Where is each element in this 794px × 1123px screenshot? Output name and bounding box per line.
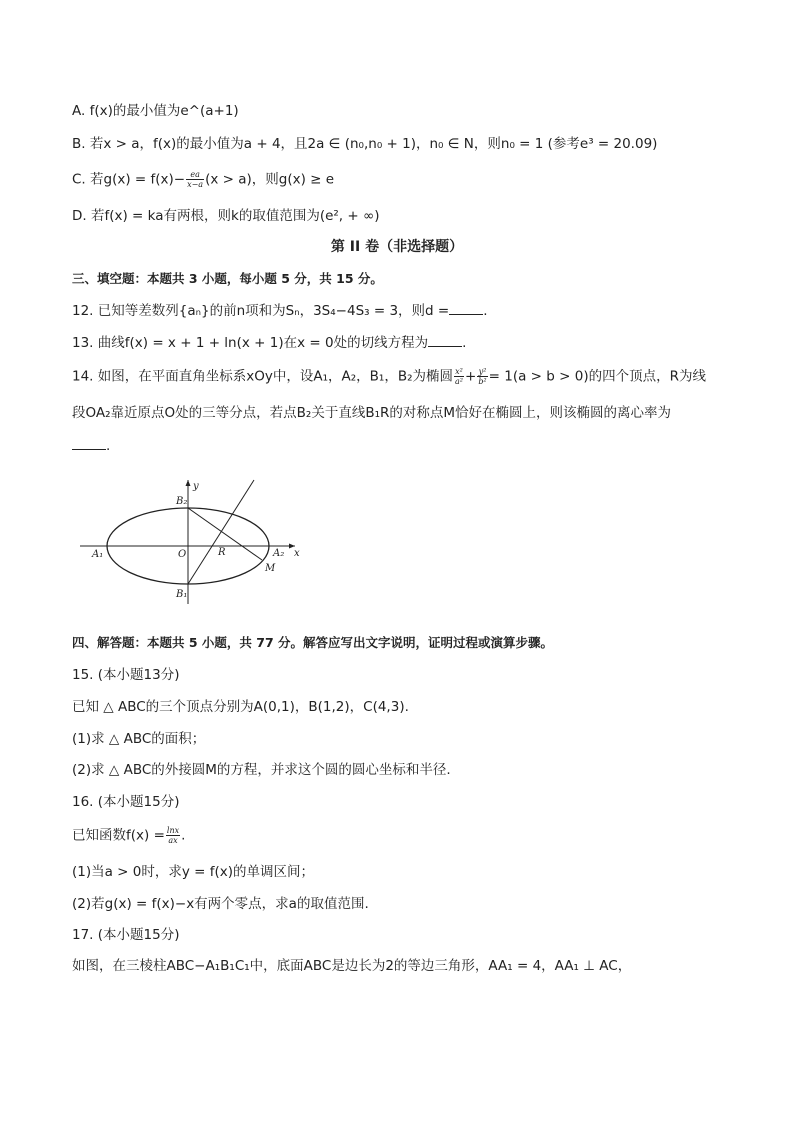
label-r: R <box>218 547 226 558</box>
frac-y-den: b² <box>478 377 487 386</box>
q16-frac-num: lnx <box>166 826 180 835</box>
label-b2: B₂ <box>176 496 188 507</box>
question-16-stem-pre: 已知函数f(x) = <box>72 827 165 844</box>
question-15-title: 15. (本小题13分) <box>72 667 180 683</box>
plus-sign: + <box>465 368 477 385</box>
ellipse-frac-y <box>477 367 487 386</box>
answer-blank <box>428 334 462 347</box>
question-14-text-a: 14. 如图，在平面直角坐标系xOy中，设A₁，A₂，B₁，B₂为椭圆 <box>72 368 454 385</box>
question-13-end: . <box>462 335 467 351</box>
option-c-prefix: C. 若g(x) = f(x)− <box>72 171 186 188</box>
y-axis-arrow-icon <box>186 480 191 486</box>
option-c-frac-num: ea <box>186 170 204 180</box>
question-14-line3 <box>72 437 110 455</box>
ellipse-frac-x <box>454 367 464 386</box>
question-13 <box>72 334 466 352</box>
section-title: 第 II 卷（非选择题） <box>330 239 464 255</box>
label-m: M <box>265 563 276 574</box>
question-15-stem: 已知 △ ABC的三个顶点分别为A(0,1)，B(1,2)，C(4,3). <box>72 699 409 715</box>
option-c <box>72 170 334 189</box>
answer-header: 四、解答题：本题共 5 小题，共 77 分。解答应写出文字说明，证明过程或演算步骤。 <box>72 635 554 650</box>
question-14-end: . <box>106 438 111 454</box>
question-13-text: 13. 曲线f(x) = x + 1 + ln(x + 1)在x = 0处的切线方程为 <box>72 335 429 351</box>
question-14-text-b: = 1(a > b > 0)的四个顶点，R为线 <box>488 368 706 385</box>
question-16-part2: (2)若g(x) = f(x)−x有两个零点，求a的取值范围. <box>72 896 369 912</box>
question-16-part1: (1)当a > 0时，求y = f(x)的单调区间； <box>72 864 315 880</box>
label-b1: B₁ <box>176 589 188 600</box>
question-15-part2: (2)求 △ ABC的外接圆M的方程，并求这个圆的圆心坐标和半径. <box>72 762 451 778</box>
question-16-stem-post: . <box>181 827 186 844</box>
line-b1-r <box>188 480 254 584</box>
question-17-title: 17. (本小题15分) <box>72 927 180 943</box>
question-12-text: 12. 已知等差数列{aₙ}的前n项和为Sₙ，3S₄−4S₃ = 3，则d = <box>72 303 450 319</box>
question-16-title: 16. (本小题15分) <box>72 794 180 810</box>
q16-frac-den: ax <box>168 836 178 845</box>
ellipse-figure <box>80 474 310 609</box>
option-c-frac-den: x−a <box>187 180 204 189</box>
answer-blank <box>449 302 483 315</box>
question-16-stem <box>72 826 185 845</box>
label-o: O <box>178 549 187 560</box>
frac-y-num: y² <box>478 367 487 376</box>
option-c-suffix: (x > a)，则g(x) ≥ e <box>205 171 335 188</box>
option-a: A. f(x)的最小值为e^(a+1) <box>72 103 239 119</box>
question-14-line2: 段OA₂靠近原点O处的三等分点，若点B₂关于直线B₁R的对称点M恰好在椭圆上，则该椭圆的离心率为 <box>72 405 672 421</box>
label-a1: A₁ <box>92 549 104 560</box>
fill-blank-header: 三、填空题：本题共 3 小题，每小题 5 分，共 15 分。 <box>72 271 383 286</box>
frac-x-num: x² <box>455 367 463 376</box>
answer-blank <box>72 437 106 450</box>
label-x: x <box>294 548 300 559</box>
option-c-fraction <box>186 170 204 189</box>
option-b: B. 若x > a，f(x)的最小值为a + 4，且2a ∈ (n₀,n₀ + 1)，n₀ ∈ N，则n₀ = 1 (参考e³ = 20.09) <box>72 136 658 152</box>
question-14-line1 <box>72 367 706 386</box>
label-y: y <box>193 481 199 492</box>
question-17-stem: 如图，在三棱柱ABC−A₁B₁C₁中，底面ABC是边长为2的等边三角形，AA₁ = 4，AA₁ ⊥ AC， <box>72 958 632 974</box>
frac-x-den: a² <box>455 377 463 386</box>
question-12-end: . <box>483 303 488 319</box>
question-15-part1: (1)求 △ ABC的面积； <box>72 731 206 747</box>
question-12 <box>72 302 488 320</box>
label-a2: A₂ <box>273 548 285 559</box>
option-d: D. 若f(x) = ka有两根，则k的取值范围为(e², + ∞) <box>72 208 380 224</box>
question-16-fraction <box>166 826 180 845</box>
